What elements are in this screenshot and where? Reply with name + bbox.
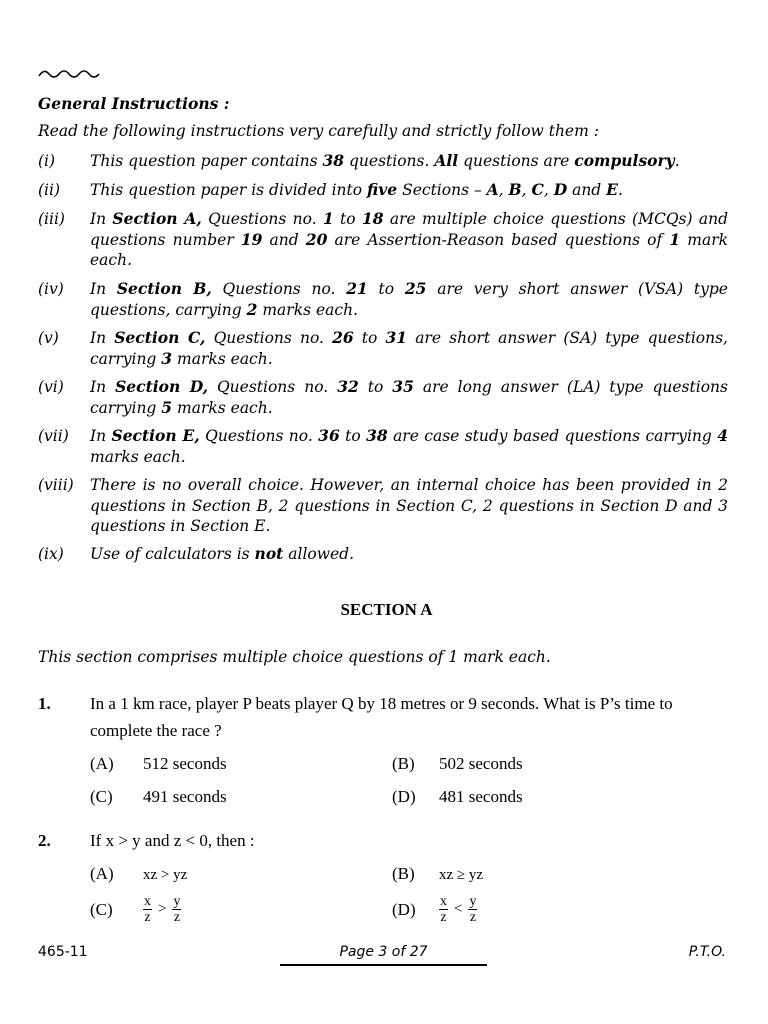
general-instructions-intro: Read the following instructions very carefully and strictly follow them :: [38, 122, 599, 140]
bold-text: All: [434, 151, 459, 170]
option-text: xz > yz: [143, 867, 188, 883]
bold-text: 32: [337, 377, 359, 396]
instruction-number: (v): [38, 329, 59, 347]
option-label: (B): [392, 754, 415, 773]
instruction-text: In Section C, Questions no. 26 to 31 are short answer (SA) type questions, carrying 3 marks each.: [90, 328, 728, 368]
bold-text: 20: [305, 229, 328, 249]
instruction-text: In Section D, Questions no. 32 to 35 are long answer (LA) type questions carrying 5 marks each.: [90, 377, 728, 417]
fraction-denominator: z: [144, 910, 151, 925]
option-text: 512 seconds: [143, 754, 227, 773]
option-text: 481 seconds: [439, 787, 523, 806]
fraction: [468, 894, 477, 925]
fraction-numerator: y: [469, 894, 477, 909]
bold-text: Section E,: [111, 426, 200, 445]
question-text: In a 1 km race, player P beats player Q by 18 metres or 9 seconds. What is P’s time to complete the race ?: [90, 694, 673, 740]
instruction-item: [38, 426, 728, 467]
question-number: 1.: [38, 694, 51, 713]
option-text: xz ≥ yz: [439, 867, 484, 883]
bold-text: Section A,: [112, 209, 202, 228]
option-text: 491 seconds: [143, 787, 227, 806]
bold-text: five: [367, 180, 398, 199]
relation-symbol: >: [158, 901, 167, 917]
option-label: (D): [392, 899, 416, 919]
fraction-numerator: x: [144, 894, 151, 909]
bold-text: Section C,: [114, 328, 206, 347]
instruction-number: (vi): [38, 378, 64, 396]
pto-label: P.T.O.: [688, 944, 726, 960]
instruction-number: (iv): [38, 280, 64, 298]
bold-text: 35: [392, 377, 414, 396]
bold-text: 1: [322, 209, 334, 228]
instruction-text: In Section B, Questions no. 21 to 25 are very short answer (VSA) type questions, carrying 2 marks each.: [90, 279, 728, 319]
instruction-text: This question paper is divided into five Sections – A, B, C, D and E.: [90, 180, 623, 199]
instruction-number: (iii): [38, 210, 65, 228]
instruction-item: [38, 377, 728, 418]
instruction-number: (i): [38, 152, 56, 170]
bold-text: Section D,: [115, 377, 208, 396]
option-d[interactable]: [392, 787, 523, 807]
instruction-text: There is no overall choice. However, an internal choice has been provided in 2 questions in Section B, 2 questions in Section C, 2 questions in Section D and 3 questions in Section E.: [90, 476, 728, 535]
bold-text: 3: [161, 348, 173, 368]
option-label: (A): [90, 864, 114, 883]
bold-text: E: [606, 180, 618, 199]
instruction-item: [38, 209, 728, 271]
instruction-number: (ii): [38, 181, 61, 199]
fraction-denominator: z: [469, 910, 477, 925]
instruction-text: In Section E, Questions no. 36 to 38 are case study based questions carrying 4 marks each.: [90, 426, 728, 466]
fraction-numerator: y: [173, 894, 181, 909]
footer-underline: [280, 964, 487, 966]
bold-text: 38: [366, 426, 388, 445]
option-label: (C): [90, 787, 113, 806]
option-b[interactable]: [392, 754, 523, 774]
instruction-text: Use of calculators is not allowed.: [90, 544, 355, 563]
section-description: This section comprises multiple choice questions of 1 mark each.: [38, 648, 551, 666]
bold-text: 18: [361, 209, 384, 228]
instruction-number: (viii): [38, 476, 74, 494]
fraction: [143, 894, 152, 925]
relation-symbol: <: [454, 901, 463, 917]
general-instructions-title: General Instructions :: [38, 94, 230, 113]
question-number: 2.: [38, 831, 51, 850]
instruction-number: (ix): [38, 545, 64, 563]
bold-text: 38: [322, 151, 345, 170]
bold-text: 31: [385, 328, 408, 347]
bold-text: 19: [240, 229, 263, 249]
option-b[interactable]: [392, 864, 483, 884]
question-1: [38, 690, 728, 744]
bold-text: A: [486, 180, 499, 199]
instruction-item: [38, 475, 728, 537]
question-2: [38, 827, 728, 854]
instruction-item: [38, 151, 728, 172]
page-number: Page 3 of 27: [339, 944, 428, 960]
bold-text: 1: [669, 229, 681, 249]
bold-text: not: [254, 544, 284, 563]
instruction-item: [38, 279, 728, 320]
option-label: (C): [90, 899, 113, 919]
instruction-item: [38, 544, 728, 565]
option-label: (B): [392, 864, 415, 883]
bold-text: 5: [161, 397, 173, 417]
instruction-text: In Section A, Questions no. 1 to 18 are multiple choice questions (MCQs) and questions number 19 and 20 are Assertion-Reason based questions of 1 mark each.: [90, 209, 728, 269]
fraction: [439, 894, 448, 925]
option-c[interactable]: [90, 894, 181, 925]
fraction: [172, 894, 181, 925]
bold-text: 2: [246, 299, 258, 319]
instruction-item: [38, 328, 728, 369]
bold-text: 26: [332, 328, 354, 347]
option-a[interactable]: [90, 864, 187, 884]
bold-text: 4: [717, 426, 728, 445]
fraction-numerator: x: [440, 894, 447, 909]
option-c[interactable]: [90, 787, 227, 807]
instruction-number: (vii): [38, 427, 69, 445]
bold-text: C: [531, 180, 544, 199]
bold-text: Section B,: [116, 279, 212, 298]
fraction-denominator: z: [173, 910, 181, 925]
bold-text: B: [508, 180, 522, 199]
bold-text: 21: [346, 279, 368, 298]
instruction-text: This question paper contains 38 questions. All questions are compulsory.: [90, 151, 680, 170]
paper-code: 465-11: [38, 944, 88, 960]
bold-text: 36: [318, 426, 340, 445]
option-label: (D): [392, 787, 416, 806]
instruction-item: [38, 180, 728, 201]
option-text: 502 seconds: [439, 754, 523, 773]
bold-text: compulsory: [574, 151, 675, 170]
bold-text: D: [553, 180, 568, 199]
option-label: (A): [90, 754, 114, 773]
fraction-denominator: z: [440, 910, 447, 925]
bold-text: 25: [404, 279, 427, 298]
option-a[interactable]: [90, 754, 227, 774]
question-text: If x > y and z < 0, then :: [90, 831, 255, 850]
wavy-line-icon: [38, 66, 102, 82]
option-d[interactable]: [392, 894, 477, 925]
section-heading: SECTION A: [340, 600, 433, 619]
